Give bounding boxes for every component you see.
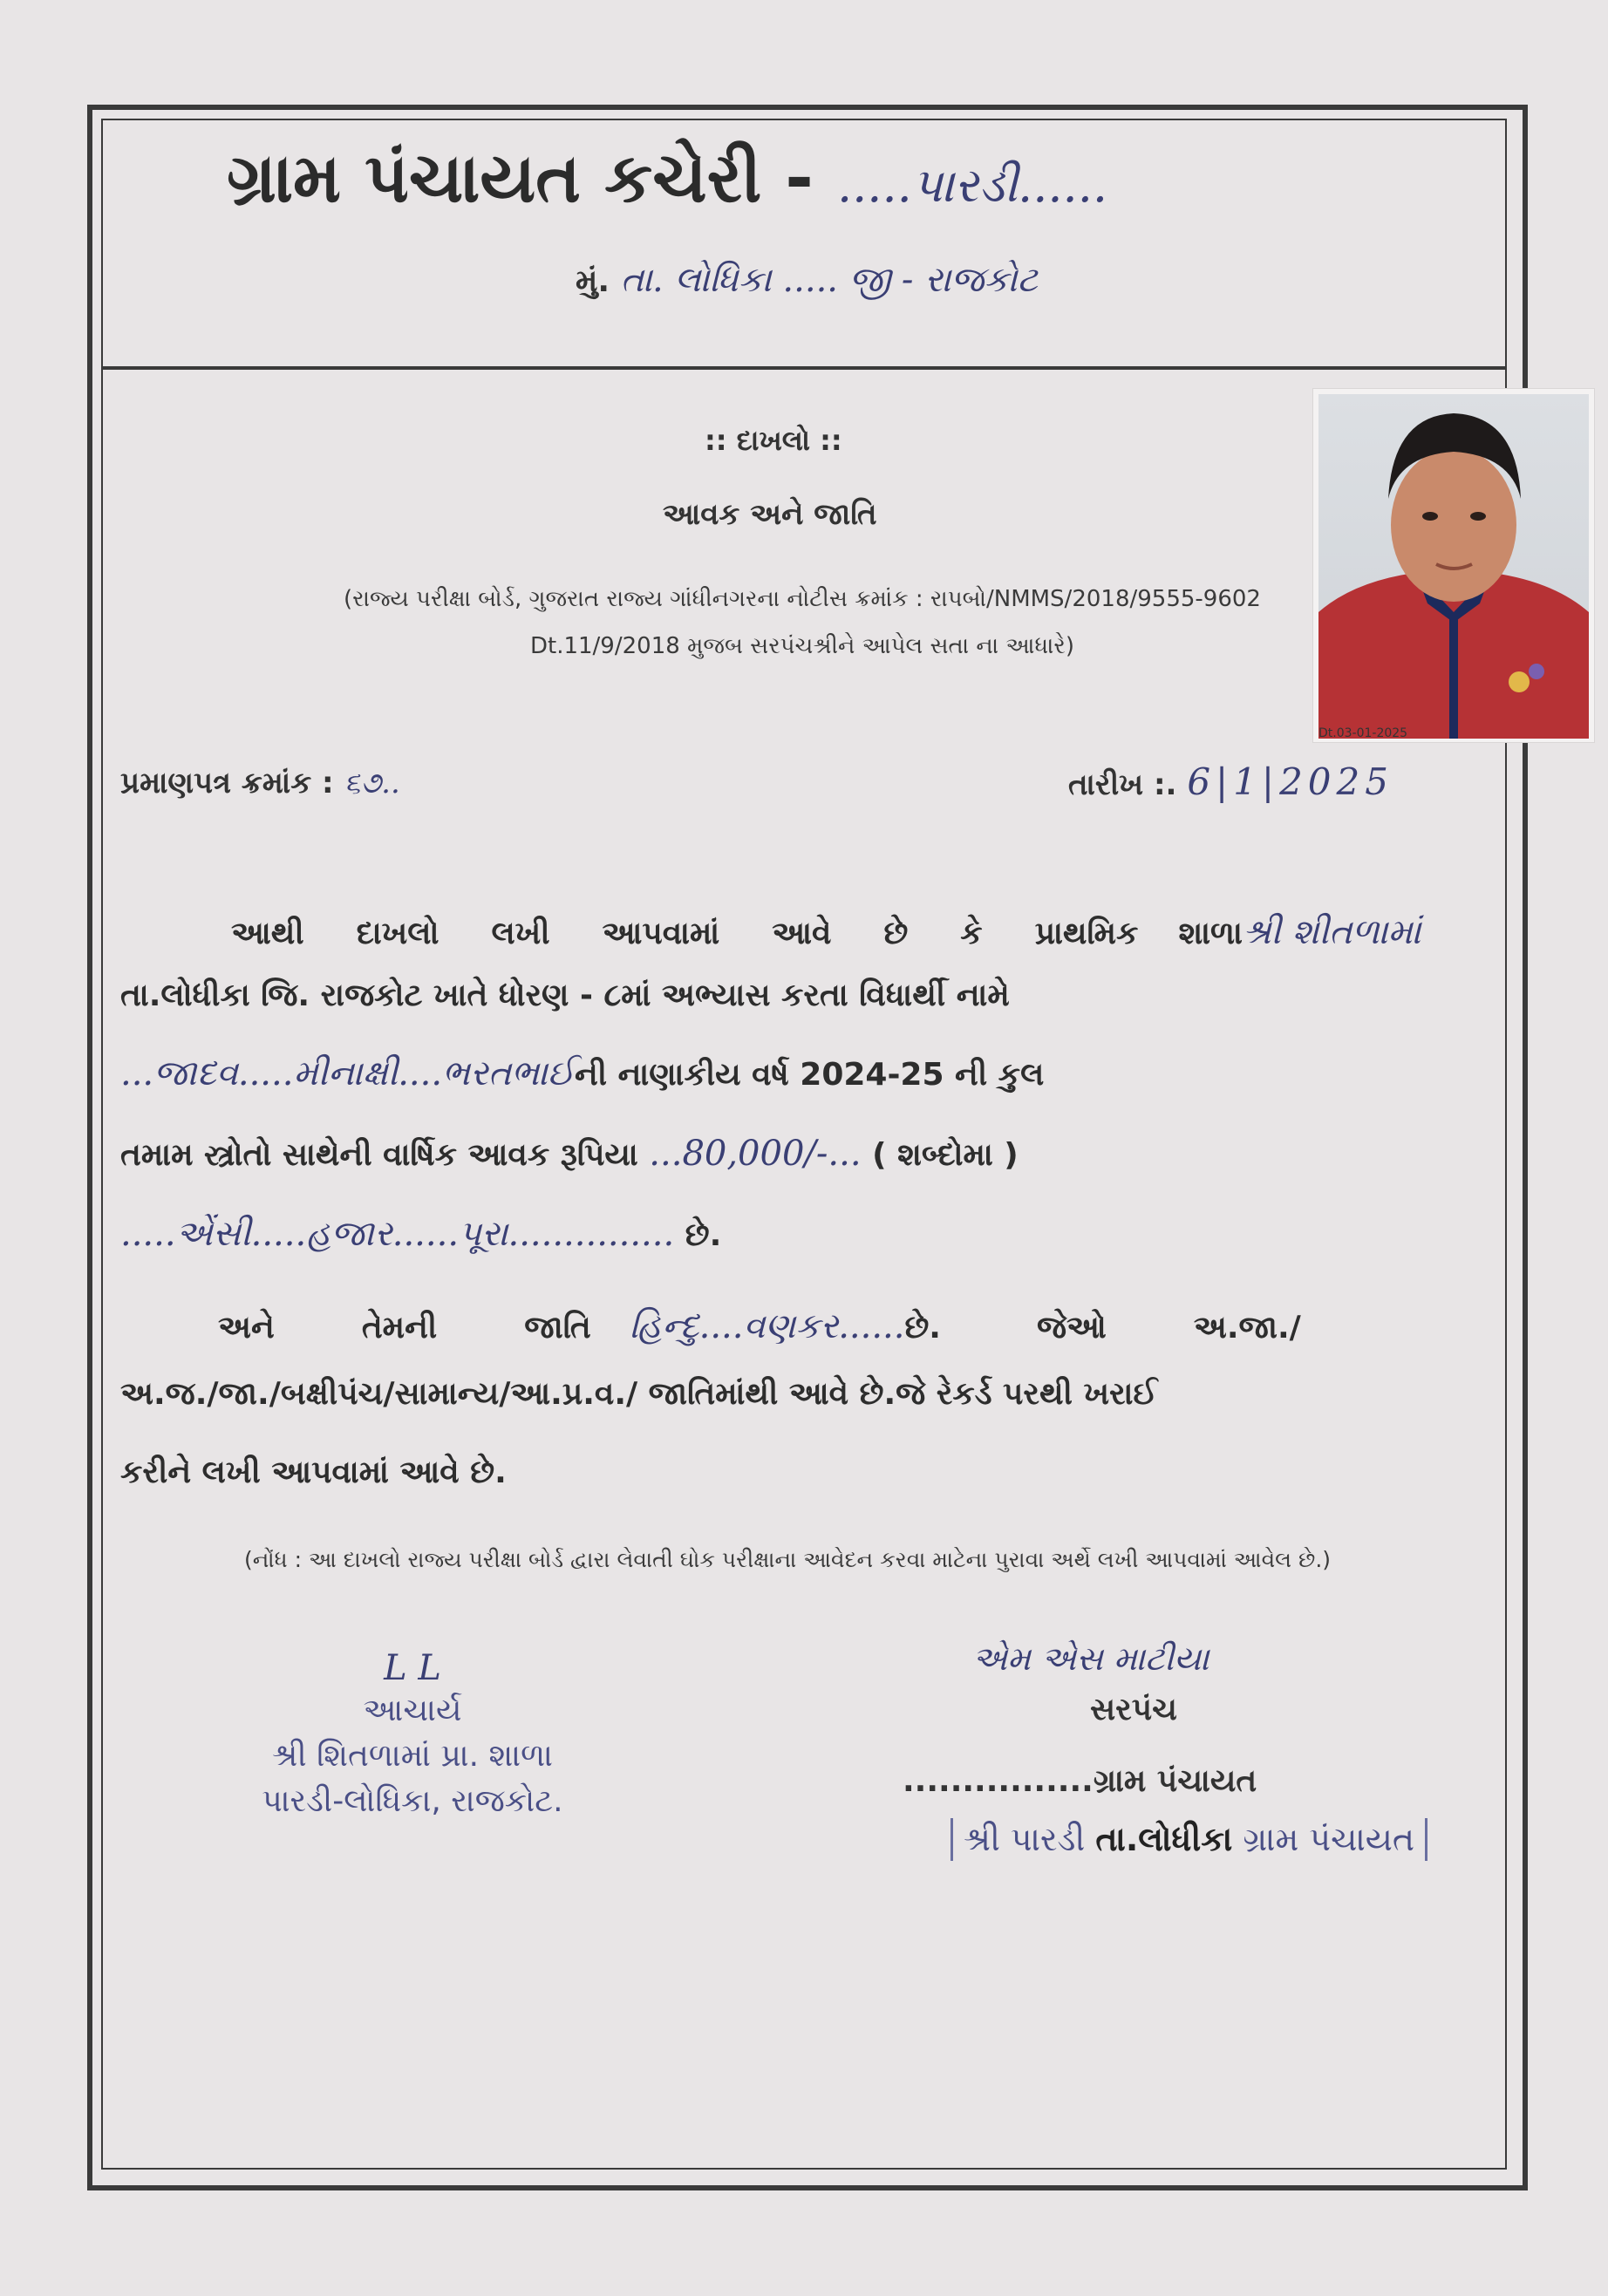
body-word: આવે — [772, 916, 832, 951]
body-line-7 — [120, 1376, 1157, 1413]
body-text: ( શબ્દોમા ) — [872, 1137, 1019, 1173]
footnote: (નોંધ : આ દાખલો રાજ્ય પરીક્ષા બોર્ડ દ્વારા લેવાતી ઘોક પરીક્ષાના આવેદન કરવા માટેના પુરાવા અર્થે લખી આપવામાં આવેલ છે.) — [244, 1547, 1332, 1572]
certificate-date — [1068, 760, 1393, 803]
panchayat-stamp — [950, 1818, 1427, 1861]
income-amount-fill: ...80,000/-... — [649, 1134, 862, 1174]
certificate-number — [120, 766, 400, 801]
office-address — [576, 260, 1038, 300]
body-word: લખી — [491, 916, 550, 951]
date-fill: 6|1|2025 — [1187, 760, 1393, 803]
panchayat-word: ગ્રામ પંચાયત — [1093, 1763, 1257, 1799]
reference-note — [301, 576, 1304, 670]
sarpanch-label: સરપંચ — [1090, 1692, 1177, 1727]
body-word: કે — [960, 916, 983, 951]
principal-signature-block — [216, 1648, 609, 1824]
body-text: કરીને લખી આપવામાં આવે છે. — [120, 1455, 507, 1490]
body-line-3 — [120, 1053, 1044, 1093]
body-word: અ.જા./ — [1193, 1310, 1301, 1346]
certificate-number-fill: ૬૭.. — [344, 766, 400, 801]
body-text: તમામ સ્ત્રોતો સાથેની વાર્ષિક આવક રૂપિયા — [120, 1137, 638, 1173]
body-text: અ.જ./જા./બક્ષીપંચ/સામાન્ય/આ.પ્ર.વ./ જાતિમાંથી આવે છે.જે રેકર્ડ પરથી ખરાઈ — [120, 1376, 1158, 1412]
body-word: આથી — [231, 916, 304, 951]
body-word: તેમની — [361, 1310, 438, 1346]
body-line-2 — [120, 978, 1010, 1014]
body-word: શાળા — [1178, 916, 1243, 951]
stamp-prefix: શ્રી પારડી — [964, 1820, 1086, 1858]
panchayat-dots: ................ — [903, 1763, 1094, 1799]
principal-stamp-school: શ્રી શિતળામાં પ્રા. શાળા — [272, 1738, 553, 1774]
document-subject: આવક અને જાતિ — [663, 497, 877, 532]
caste-fill: હિન્દુ....વણકર...... — [629, 1306, 905, 1346]
office-title — [227, 140, 1107, 219]
principal-stamp-address: પારડી-લોધિકા, રાજકોટ. — [262, 1783, 563, 1819]
student-name-fill: ...જાદવ.....મીનાક્ષી....ભરતભાઈ — [120, 1053, 575, 1093]
photo-date-caption: Dt.03-01-2025 — [1318, 726, 1408, 740]
body-line-8 — [120, 1455, 507, 1491]
body-word: અને — [218, 1310, 275, 1346]
address-fill: તા. લોધિકા ..... જી - રાજકોટ — [620, 260, 1038, 300]
document-heading: :: દાખલો :: — [705, 424, 842, 457]
body-line-6 — [218, 1306, 1301, 1346]
body-word: જેઓ — [1037, 1310, 1107, 1346]
panchayat-line — [903, 1763, 1257, 1800]
reference-line-2: Dt.11/9/2018 મુજબ સરપંચશ્રીને આપેલ સતા ના આધારે) — [529, 633, 1075, 659]
principal-stamp-title: આચાર્ય — [363, 1693, 462, 1728]
body-line-5 — [120, 1214, 721, 1254]
header-divider — [101, 366, 1507, 370]
date-label: તારીખ :. — [1068, 767, 1177, 802]
title-prefix: ગ્રામ પંચાયત કચેરી - — [227, 140, 814, 218]
body-text: તા.લોધીકા જિ. રાજકોટ ખાતે ધોરણ - ૮માં અભ્યાસ કરતા વિધાર્થી નામે — [120, 978, 1010, 1013]
certificate-number-label: પ્રમાણપત્ર ક્રમાંક : — [120, 766, 334, 801]
body-word: દાખલો — [356, 916, 439, 951]
body-word: છે — [883, 916, 909, 951]
sarpanch-signature: એમ એસ માટીયા — [972, 1639, 1209, 1678]
body-line-4 — [120, 1134, 1019, 1174]
stamp-taluka: તા.લોધીકા — [1095, 1820, 1233, 1858]
address-prefix: મું. — [576, 263, 610, 299]
body-text: છે. — [685, 1217, 722, 1253]
body-word: છે. — [904, 1310, 941, 1346]
student-portrait-icon — [1318, 394, 1589, 739]
student-photo — [1312, 388, 1595, 743]
principal-signature: L L — [384, 1648, 441, 1688]
village-name-fill: .....પારડી...... — [836, 158, 1108, 213]
income-words-fill: .....એંસી.....હજાર......પૂરા............... — [120, 1214, 675, 1254]
reference-line-1: (રાજ્ય પરીક્ષા બોર્ડ, ગુજરાત રાજ્ય ગાંધીનગરના નોટીસ ક્રમાંક : રાપબો/NMMS/2018/9555-9602 — [344, 586, 1261, 612]
body-word: જાતિ — [524, 1310, 591, 1346]
body-word: પ્રાથમિક — [1034, 916, 1139, 951]
stamp-suffix: ગ્રામ પંચાયત — [1243, 1820, 1415, 1858]
body-word: આપવામાં — [602, 916, 720, 951]
body-text: ની નાણાકીય વર્ષ 2024-25 ની કુલ — [574, 1057, 1045, 1093]
body-line-1 — [231, 912, 1421, 952]
photo-background — [1318, 394, 1589, 739]
school-name-fill: શ્રી શીતળામાં — [1242, 912, 1421, 952]
